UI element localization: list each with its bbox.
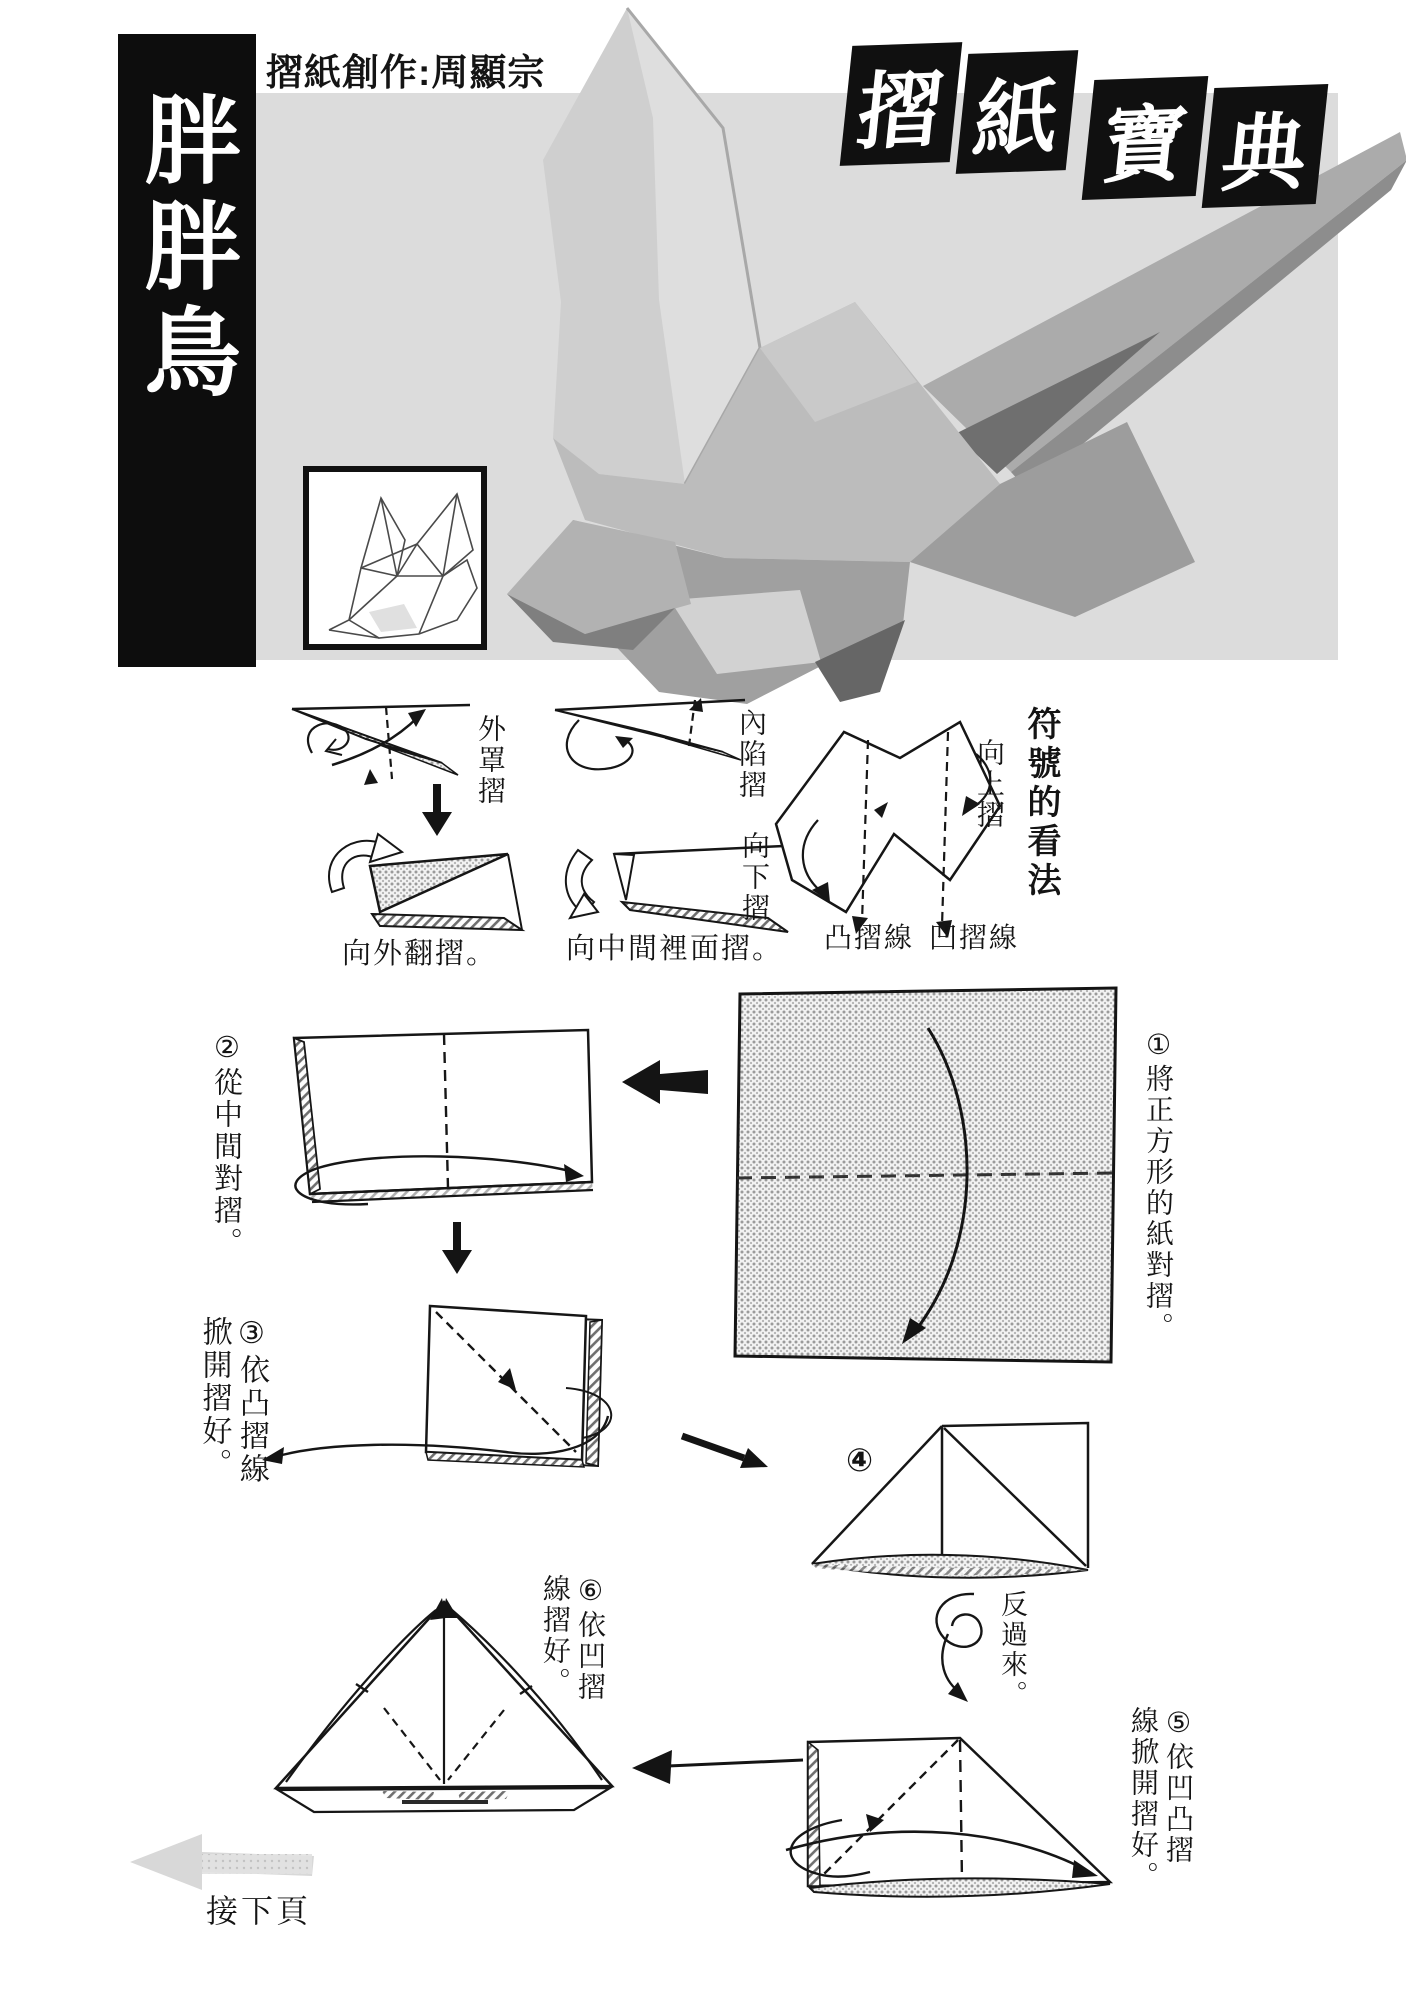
- arrow-step2-to-step3: [436, 1222, 478, 1276]
- legend-inside-result-label: 向中間裡面摺。: [566, 933, 784, 965]
- step-5-diagram: [778, 1698, 1128, 1910]
- step-5-label: ⑤依凹凸摺線掀開摺好。: [1128, 1706, 1194, 1892]
- arrow-step1-to-step2: [620, 1056, 710, 1106]
- legend-section-title: 符號的看法: [1022, 706, 1060, 901]
- legend-inside-reverse-diagram: [545, 688, 755, 813]
- legend-fold-down-label: 向下摺: [739, 831, 770, 924]
- step-4-number: ④: [846, 1442, 874, 1478]
- step-2-diagram: [280, 1020, 605, 1225]
- logo-block-1: [840, 42, 963, 166]
- step-3-diagram: [248, 1292, 633, 1487]
- logo-block-2: [956, 50, 1079, 174]
- logo-char: 摺: [853, 62, 948, 159]
- logo-block-4: [1202, 84, 1329, 208]
- legend-mountain-line-label: 凸摺線: [824, 922, 915, 953]
- credit-line: 摺紙創作:周顯宗: [266, 52, 546, 93]
- step-1-label: ①將正方形的紙對摺。: [1143, 1028, 1174, 1343]
- step-2-label: ②從中間對摺。: [210, 1030, 242, 1259]
- step-3-label: ③依凸摺線掀開摺好。: [197, 1316, 268, 1486]
- step-4-diagram: [792, 1410, 1104, 1588]
- legend-outside-result-diagram: [312, 828, 527, 938]
- logo-char: 紙: [969, 70, 1064, 167]
- turn-over-label: 反過來。: [997, 1590, 1027, 1710]
- legend-outside-result-label: 向外翻摺。: [342, 938, 498, 970]
- step-6-label: ⑥依凹摺線摺好。: [540, 1574, 606, 1703]
- thumbnail-line-drawing: [309, 472, 481, 644]
- next-page-arrow: [122, 1830, 322, 1894]
- legend-valley-line-label: 凹摺線: [929, 922, 1020, 953]
- next-page-label: 接下頁: [206, 1893, 312, 1929]
- turn-over-arrow: [918, 1582, 998, 1707]
- legend-fold-up-label: 向上摺: [974, 738, 1005, 831]
- logo-block-3: [1082, 76, 1209, 200]
- legend-outside-reverse-label: 外罩摺: [475, 714, 506, 807]
- legend-inside-reverse-label: 內陷摺: [736, 708, 767, 801]
- arrow-step3-to-step4: [676, 1426, 776, 1476]
- arrow-step5-to-step6: [628, 1740, 808, 1788]
- thumbnail-box: [303, 466, 487, 650]
- logo-char: 典: [1217, 104, 1312, 201]
- page-title: 胖胖鳥: [131, 90, 238, 408]
- logo-char: 寶: [1097, 96, 1192, 193]
- step-1-diagram: [728, 980, 1128, 1375]
